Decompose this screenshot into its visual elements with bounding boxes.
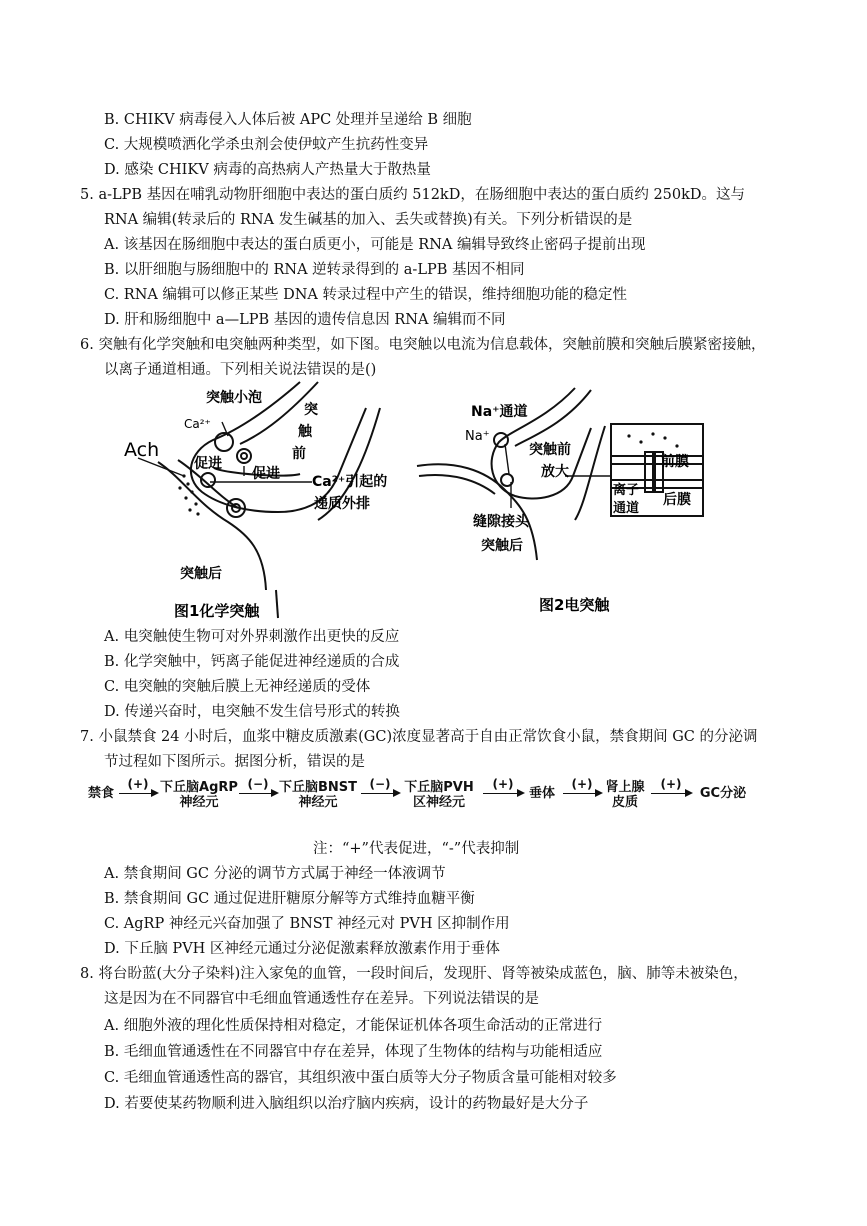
label-ion-1: 离子 bbox=[613, 483, 640, 498]
q7-option-c: C. AgRP 神经元兴奋加强了 BNST 神经元对 PVH 区抑制作用 bbox=[104, 916, 510, 932]
q4-option-b: B. CHIKV 病毒侵入人体后被 APC 处理并呈递给 B 细胞 bbox=[104, 112, 472, 128]
arrow-promote-1 bbox=[119, 778, 157, 794]
q7-option-d: D. 下丘脑 PVH 区神经元通过分泌促激素释放激素作用于垂体 bbox=[104, 941, 500, 957]
q8-option-b: B. 毛细血管通透性在不同器官中存在差异，体现了生物体的结构与功能相适应 bbox=[104, 1044, 603, 1060]
label-post: 突触后 bbox=[180, 566, 222, 582]
q5-option-d: D. 肝和肠细胞中 a—LPB 基因的遗传信息因 RNA 编辑而不同 bbox=[104, 312, 506, 328]
label-vesicle: 突触小泡 bbox=[206, 390, 262, 406]
label-promote-1: 促进 bbox=[194, 456, 222, 472]
figure1-caption: 图1化学突触 bbox=[174, 602, 260, 620]
q5-stem: 5. a-LPB 基因在哺乳动物肝细胞中表达的蛋白质约 512kD，在肠细胞中表达的蛋白质约 250kD。这与 bbox=[80, 187, 746, 203]
label-gap-junction: 缝隙接头 bbox=[473, 514, 529, 530]
label-na-channel: Na⁺通道 bbox=[471, 404, 528, 420]
label-pre-3: 前 bbox=[292, 446, 306, 462]
figure-electrical-synapse bbox=[415, 380, 735, 620]
figure-chemical-synapse bbox=[118, 380, 448, 625]
label-ion-2: 通道 bbox=[613, 501, 640, 516]
q8-stem: 8. 将台盼蓝(大分子染料)注入家兔的血管，一段时间后，发现肝、肾等被染成蓝色，脑、肺等未被染色， bbox=[80, 966, 748, 982]
node-agrp-line1: 下丘脑AgRP bbox=[160, 780, 238, 795]
label-ca: Ca²⁺ bbox=[184, 417, 211, 431]
label-post: 突触后 bbox=[481, 538, 523, 554]
q7-option-b: B. 禁食期间 GC 通过促进肝糖原分解等方式维持血糖平衡 bbox=[104, 891, 475, 907]
arrow-inhibit-1 bbox=[239, 778, 277, 794]
q4-option-d: D. 感染 CHIKV 病毒的高热病人产热量大于散热量 bbox=[104, 162, 431, 178]
q8-stem-cont: 这是因为在不同器官中毛细血管通透性存在差异。下列说法错误的是 bbox=[104, 991, 539, 1007]
label-post-membrane: 后膜 bbox=[663, 492, 691, 508]
arrow-label: (+) bbox=[492, 777, 514, 791]
node-agrp-line2: 神经元 bbox=[179, 795, 219, 810]
q8-option-a: A. 细胞外液的理化性质保持相对稳定，才能保证机体各项生命活动的正常进行 bbox=[104, 1018, 603, 1034]
q5-option-a: A. 该基因在肠细胞中表达的蛋白质更小，可能是 RNA 编辑导致终止密码子提前出现 bbox=[104, 237, 646, 253]
q6-option-b: B. 化学突触中，钙离子能促进神经递质的合成 bbox=[104, 654, 400, 670]
arrow-inhibit-2 bbox=[361, 778, 399, 794]
node-agrp bbox=[159, 780, 239, 810]
figure2-caption: 图2电突触 bbox=[539, 596, 610, 614]
node-adrenal-line1: 肾上腺 bbox=[605, 780, 645, 795]
label-ach: Ach bbox=[124, 439, 160, 461]
arrow-label: (+) bbox=[571, 777, 593, 791]
node-pituitary: 垂体 bbox=[528, 786, 555, 801]
node-pvh-line2: 区神经元 bbox=[412, 795, 465, 810]
arrow-label: (+) bbox=[127, 777, 149, 791]
q8-option-d: D. 若要使某药物顺利进入脑组织以治疗脑内疾病，设计的药物最好是大分子 bbox=[104, 1096, 589, 1112]
arrow-label: (−) bbox=[247, 777, 269, 791]
q6-option-d: D. 传递兴奋时，电突触不发生信号形式的转换 bbox=[104, 704, 400, 720]
q6-option-c: C. 电突触的突触后膜上无神经递质的受体 bbox=[104, 679, 371, 695]
node-adrenal-cortex bbox=[601, 780, 649, 810]
q7-stem-cont: 节过程如下图所示。据图分析，错误的是 bbox=[104, 754, 365, 770]
label-pre-membrane: 前膜 bbox=[661, 454, 689, 470]
node-bnst bbox=[277, 780, 359, 810]
arrow-promote-2 bbox=[483, 778, 523, 794]
gc-regulation-flowchart bbox=[85, 776, 785, 816]
q7-note: 注：“+”代表促进，“-”代表抑制 bbox=[313, 841, 520, 857]
label-promote-2: 促进 bbox=[252, 466, 280, 482]
node-fasting: 禁食 bbox=[87, 786, 114, 801]
arrow-promote-3 bbox=[563, 778, 601, 794]
q7-option-a: A. 禁食期间 GC 分泌的调节方式属于神经一体液调节 bbox=[104, 866, 446, 882]
q5-stem-cont: RNA 编辑(转录后的 RNA 发生碱基的加入、丢失或替换)有关。下列分析错误的是 bbox=[104, 212, 633, 228]
q6-stem-cont: 以离子通道相通。下列相关说法错误的是() bbox=[104, 362, 377, 378]
q8-option-c: C. 毛细血管通透性高的器官，其组织液中蛋白质等大分子物质含量可能相对较多 bbox=[104, 1070, 617, 1086]
node-bnst-line1: 下丘脑BNST bbox=[278, 780, 358, 795]
node-adrenal-line2: 皮质 bbox=[611, 795, 638, 810]
node-pvh bbox=[399, 780, 479, 810]
q5-option-c: C. RNA 编辑可以修正某些 DNA 转录过程中产生的错误，维持细胞功能的稳定性 bbox=[104, 287, 627, 303]
arrow-label: (+) bbox=[660, 777, 682, 791]
label-pre: 突触前 bbox=[529, 442, 571, 458]
q7-stem: 7. 小鼠禁食 24 小时后，血浆中糖皮质激素(GC)浓度显著高于自由正常饮食小鼠，禁食期间 GC 的分泌调 bbox=[80, 729, 758, 745]
node-bnst-line2: 神经元 bbox=[298, 795, 338, 810]
arrow-label: (−) bbox=[369, 777, 391, 791]
q4-option-c: C. 大规模喷洒化学杀虫剂会使伊蚊产生抗药性变异 bbox=[104, 137, 429, 153]
arrow-promote-4 bbox=[651, 778, 691, 794]
q5-option-b: B. 以肝细胞与肠细胞中的 RNA 逆转录得到的 a-LPB 基因不相同 bbox=[104, 262, 525, 278]
label-enlarge: 放大 bbox=[541, 464, 569, 480]
label-pre-2: 触 bbox=[298, 424, 312, 440]
label-ca-exocytosis: Ca²⁺引起的 bbox=[312, 474, 388, 490]
label-transmitter-release: 递质外排 bbox=[314, 496, 370, 512]
node-pvh-line1: 下丘脑PVH bbox=[404, 780, 474, 795]
q6-stem: 6. 突触有化学突触和电突触两种类型，如下图。电突触以电流为信息载体，突触前膜和突触后膜紧密接触， bbox=[80, 337, 766, 353]
node-gc-secretion: GC分泌 bbox=[699, 786, 747, 801]
label-pre-1: 突 bbox=[304, 402, 318, 418]
q6-option-a: A. 电突触使生物可对外界刺激作出更快的反应 bbox=[104, 629, 400, 645]
label-na: Na⁺ bbox=[465, 429, 490, 444]
